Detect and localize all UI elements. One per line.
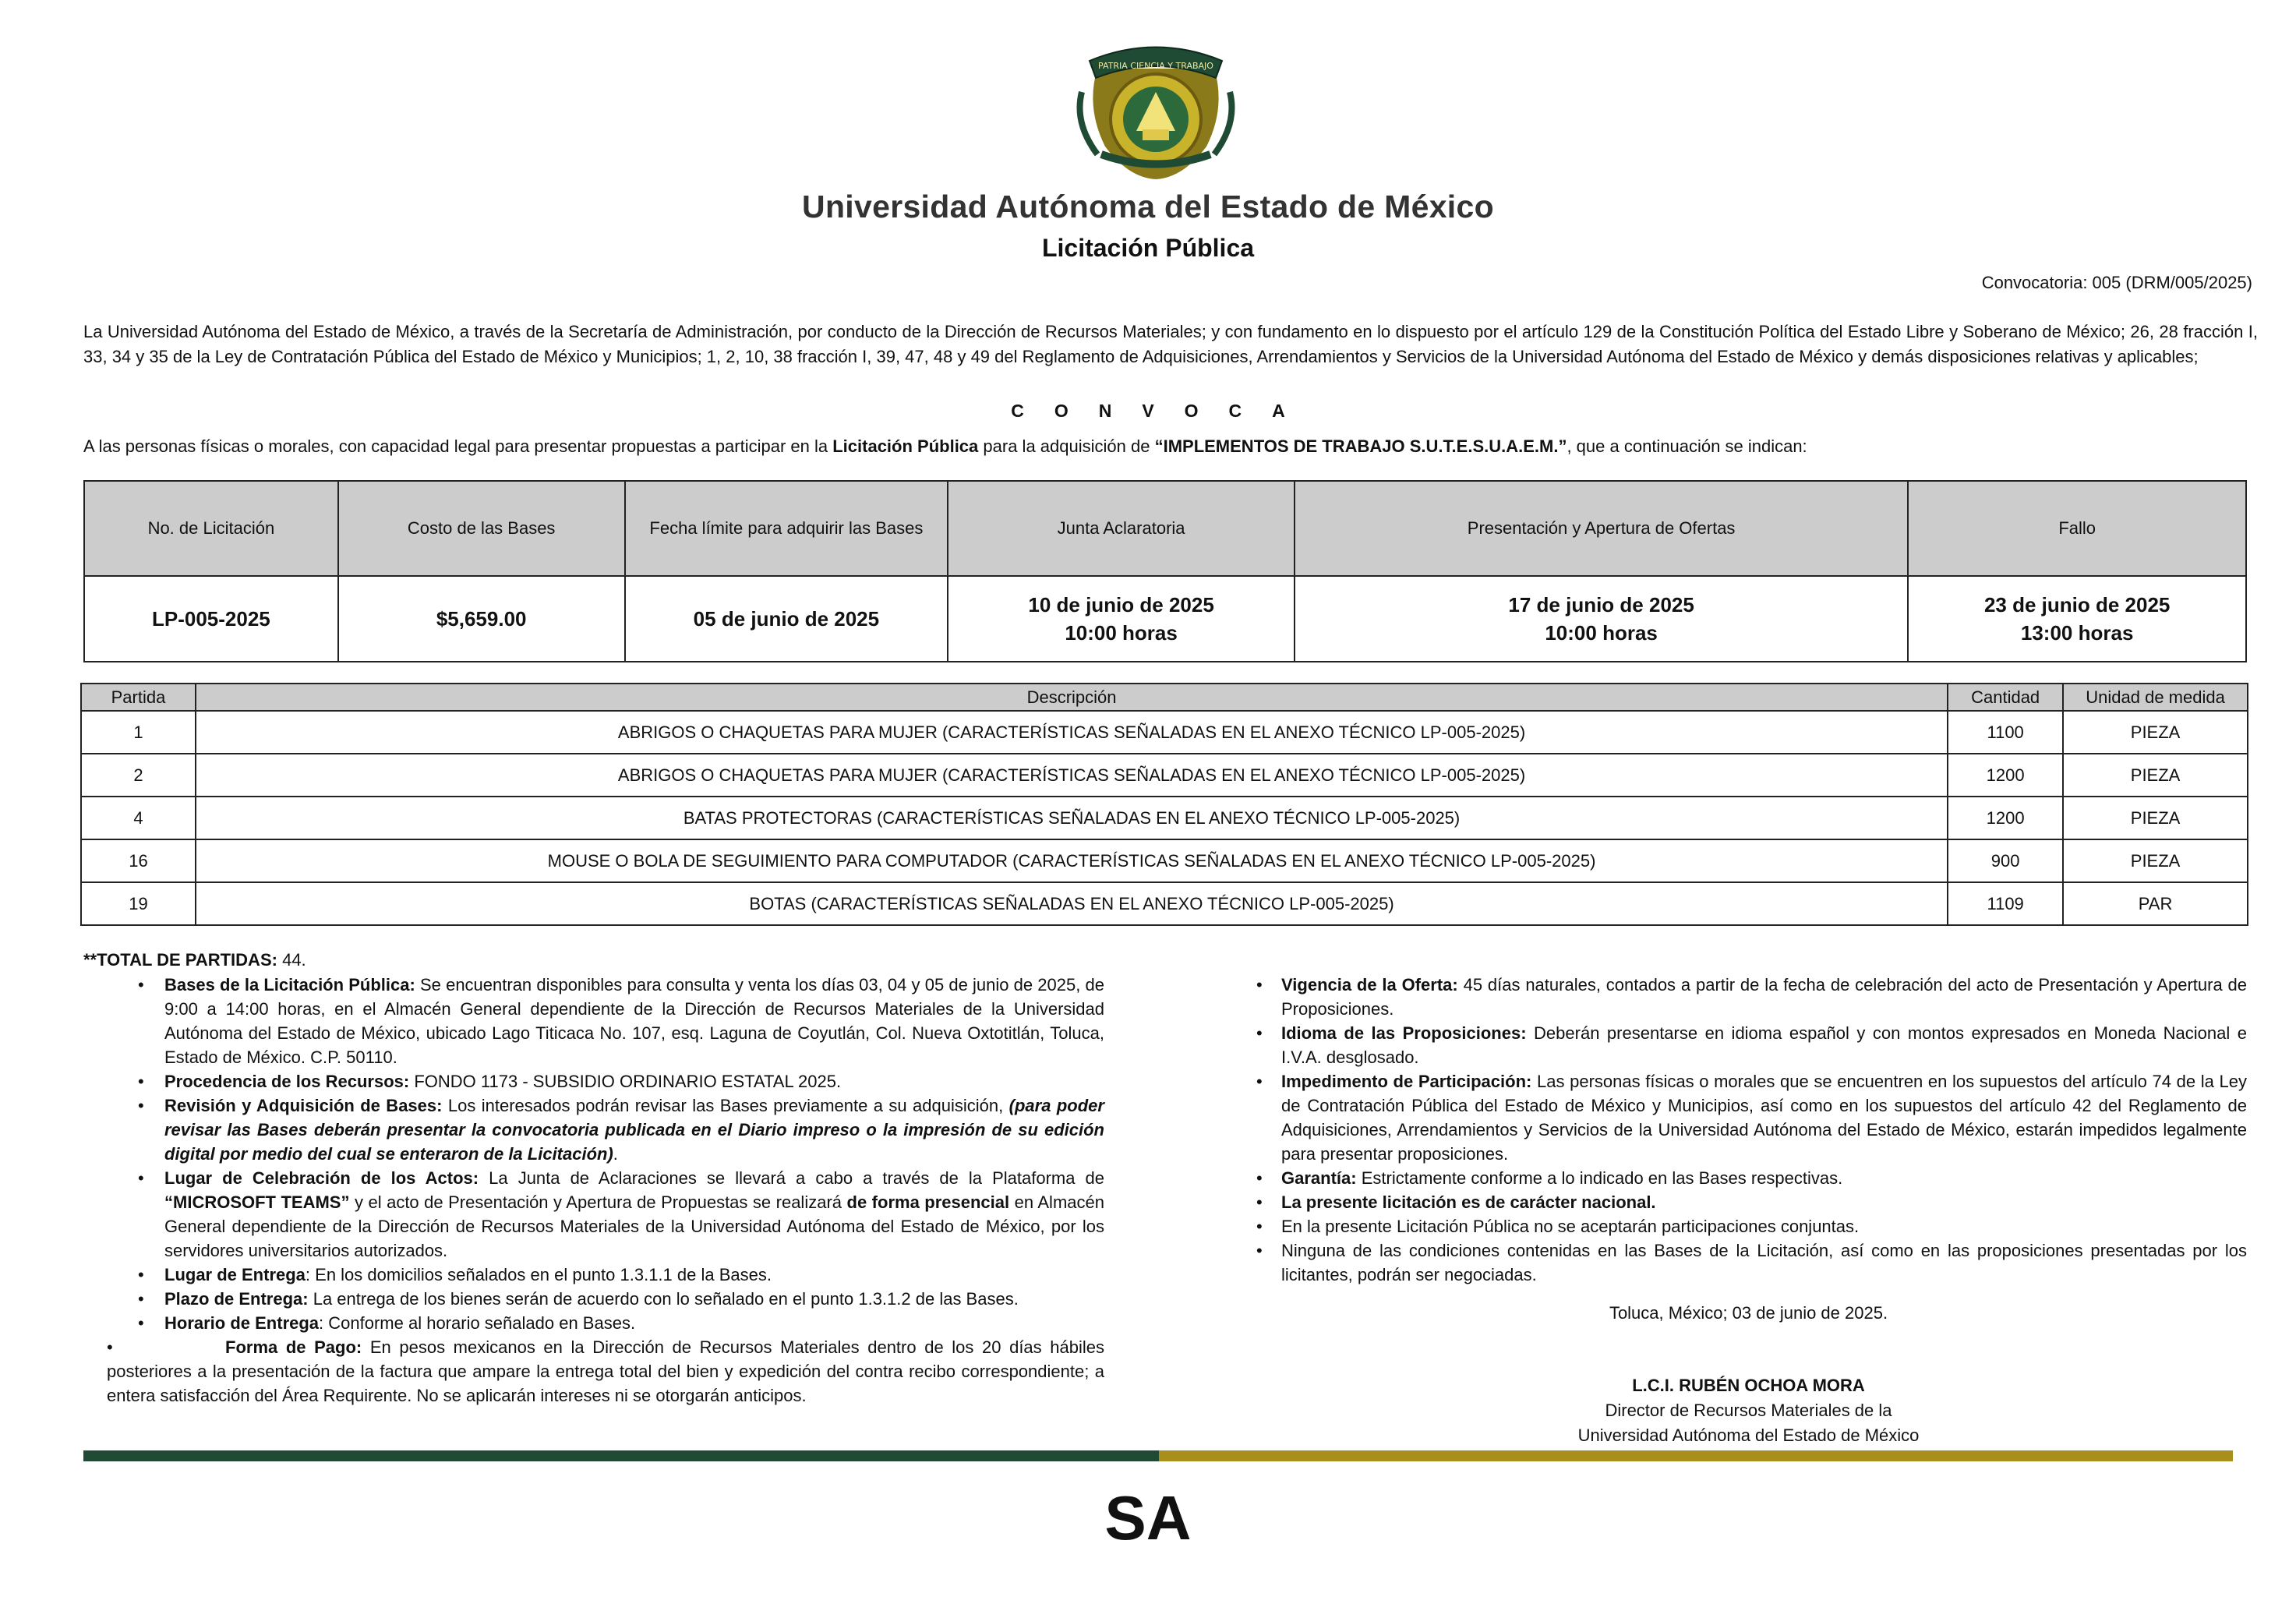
schedule-header: Junta Aclaratoria xyxy=(948,481,1295,576)
schedule-header: Costo de las Bases xyxy=(338,481,625,576)
list-item xyxy=(1250,973,2247,1021)
list-item xyxy=(83,1311,1104,1335)
revision-text: Los interesados podrán revisar las Bases previamente a su adquisición, xyxy=(447,1096,1004,1115)
pago-label: Forma de Pago: xyxy=(225,1337,362,1357)
schedule-table xyxy=(83,480,2247,662)
list-item xyxy=(83,1263,1104,1287)
table-row xyxy=(81,797,2248,839)
date-place: Toluca, México; 03 de junio de 2025. xyxy=(1609,1303,1888,1323)
lugar-entrega-label: Lugar de Entrega xyxy=(164,1265,306,1284)
conjuntas-text: En la presente Licitación Pública no se aceptarán participaciones conjuntas. xyxy=(1281,1217,1860,1236)
horario-label: Horario de Entrega xyxy=(164,1313,320,1333)
university-seal-logo xyxy=(1074,37,1238,185)
negociacion-text: Ninguna de las condiciones contenidas en las Bases de la Licitación, así como en las proposiciones presentadas por los licitantes, podrán ser negociadas. xyxy=(1281,1241,2247,1284)
unidad: PIEZA xyxy=(2063,797,2248,839)
garantia-label: Garantía: xyxy=(1281,1168,1357,1188)
schedule-header-row xyxy=(84,481,2246,576)
convocatoria-number: Convocatoria: 005 (DRM/005/2025) xyxy=(1981,273,2252,292)
list-item xyxy=(1250,1238,2247,1287)
invite-text-2: para la adquisición de xyxy=(983,436,1150,456)
signer-institution: Universidad Autónoma del Estado de México xyxy=(1577,1426,1920,1445)
plazo-label: Plazo de Entrega: xyxy=(164,1289,309,1309)
invite-text-1: A las personas físicas o morales, con capacidad legal para presentar propuestas a participar en la xyxy=(83,436,828,456)
procedencia-label: Procedencia de los Recursos: xyxy=(164,1072,410,1091)
table-row xyxy=(81,754,2248,797)
list-item xyxy=(83,973,1104,1069)
descripcion: BATAS PROTECTORAS (CARACTERÍSTICAS SEÑALADAS EN EL ANEXO TÉCNICO LP-005-2025) xyxy=(196,797,1948,839)
convoca-heading: CONVOCA xyxy=(1011,401,1316,421)
list-item xyxy=(1250,1166,2247,1190)
revision-italic: (para poder revisar las Bases deberán presentar la convocatoria publicada en el Diario impreso o la impresión de su edición digital por medio del cual se enteraron de la Licitación) xyxy=(164,1096,1104,1164)
items-header: Partida xyxy=(81,684,196,711)
lugar-actos-bold-1: “MICROSOFT TEAMS” xyxy=(164,1192,350,1212)
lugar-actos-label: Lugar de Celebración de los Actos: xyxy=(164,1168,479,1188)
list-item xyxy=(83,1093,1104,1166)
revision-label: Revisión y Adquisición de Bases: xyxy=(164,1096,443,1115)
apertura-time: 10:00 horas xyxy=(1545,621,1658,645)
lugar-entrega-text: : En los domicilios señalados en el punto 1.3.1.1 de la Bases. xyxy=(305,1265,772,1284)
junta-time: 10:00 horas xyxy=(1065,621,1178,645)
invite-bold-1: Licitación Pública xyxy=(832,436,979,456)
descripcion: ABRIGOS O CHAQUETAS PARA MUJER (CARACTERÍSTICAS SEÑALADAS EN EL ANEXO TÉCNICO LP-005-2025) xyxy=(196,754,1948,797)
cantidad: 1200 xyxy=(1948,754,2063,797)
left-conditions xyxy=(83,973,1104,1408)
descripcion: BOTAS (CARACTERÍSTICAS SEÑALADAS EN EL ANEXO TÉCNICO LP-005-2025) xyxy=(196,882,1948,925)
list-item xyxy=(83,1069,1104,1093)
licitacion-number: LP-005-2025 xyxy=(84,576,338,662)
signer-name: L.C.I. RUBÉN OCHOA MORA xyxy=(1632,1376,1865,1395)
invite-paragraph xyxy=(83,434,2258,459)
fallo-date: 23 de junio de 2025 xyxy=(1983,593,2171,616)
cantidad: 900 xyxy=(1948,839,2063,882)
vigencia-text: 45 días naturales, contados a partir de la fecha de celebración del acto de Presentación y Apertura de Proposiciones. xyxy=(1281,975,2247,1019)
impedimento-label: Impedimento de Participación: xyxy=(1281,1072,1532,1091)
table-row xyxy=(81,882,2248,925)
total-value: 44. xyxy=(282,950,306,970)
junta-date: 10 de junio de 2025 xyxy=(1028,593,1214,616)
institution-name: Universidad Autónoma del Estado de México xyxy=(802,189,1494,224)
lugar-actos-text-2: y el acto de Presentación y Apertura de Propuestas se realizará xyxy=(354,1192,842,1212)
procedencia-text: FONDO 1173 - SUBSIDIO ORDINARIO ESTATAL 2025. xyxy=(414,1072,842,1091)
descripcion: ABRIGOS O CHAQUETAS PARA MUJER (CARACTERÍSTICAS SEÑALADAS EN EL ANEXO TÉCNICO LP-005-2025) xyxy=(196,711,1948,754)
bases-text: Se encuentran disponibles para consulta y venta los días 03, 04 y 05 de junio de 2025, de 9:00 a 14:00 horas, en el Almacén General dependiente de la Dirección de Recursos Materiales de la Universidad Autónoma del Estado de México, ubicado Lago Titicaca No. 107, esq. Laguna de Coyutlán, Col. Nueva Oxtotitlán, Toluca, Estado de México. C.P. 50110. xyxy=(164,975,1104,1067)
cantidad: 1109 xyxy=(1948,882,2063,925)
bases-cost: $5,659.00 xyxy=(338,576,625,662)
items-table xyxy=(80,683,2248,926)
right-conditions xyxy=(1250,973,2247,1287)
schedule-header: Fallo xyxy=(1908,481,2246,576)
unidad: PAR xyxy=(2063,882,2248,925)
intro-paragraph: La Universidad Autónoma del Estado de México, a través de la Secretaría de Administración, por conducto de la Dirección de Recursos Materiales; y con fundamento en lo dispuesto por el artículo 129 de la Constitución Política del Estado Libre y Soberano de México; 26, 28 fracción I, 33, 34 y 35 de la Ley de Contratación Pública del Estado de México y Municipios; 1, 2, 10, 38 fracción I, 39, 47, 48 y 49 del Reglamento de Adquisiciones, Arrendamientos y Servicios de la Universidad Autónoma del Estado de México y demás disposiciones relativas y aplicables; xyxy=(83,322,2258,366)
items-header-row xyxy=(81,684,2248,711)
cantidad: 1200 xyxy=(1948,797,2063,839)
impedimento-text: Las personas físicas o morales que se encuentren en los supuestos del artículo 74 de la Ley de Contratación Pública del Estado de México y Municipios, así como en los supuestos del artículo 42 del Reglamento de Adquisiciones, Arrendamientos y Servicios de la Universidad Autónoma del Estado de México, estarán impedidos legalmente para presentar proposiciones. xyxy=(1281,1072,2247,1164)
partida: 2 xyxy=(81,754,196,797)
partida: 4 xyxy=(81,797,196,839)
idioma-text: Deberán presentarse en idioma español y con montos expresados en Moneda Nacional e I.V.A. desglosado. xyxy=(1281,1023,2247,1067)
bullet-icon: • xyxy=(107,1337,113,1357)
plazo-text: La entrega de los bienes serán de acuerdo con lo señalado en el punto 1.3.1.2 de las Bases. xyxy=(313,1289,1019,1309)
unidad: PIEZA xyxy=(2063,711,2248,754)
unidad: PIEZA xyxy=(2063,839,2248,882)
invite-bold-2: “IMPLEMENTOS DE TRABAJO S.U.T.E.S.U.A.E.M.” xyxy=(1154,436,1567,456)
horario-text: : Conforme al horario señalado en Bases. xyxy=(319,1313,636,1333)
forma-pago xyxy=(83,1335,1104,1408)
lugar-actos-text-3: en Almacén General dependiente de la Dirección de Recursos Materiales de la Universidad Autónoma del Estado de México, por los servidores universitarios autorizados. xyxy=(164,1192,1104,1260)
total-label: **TOTAL DE PARTIDAS: xyxy=(83,950,277,970)
schedule-header: Presentación y Apertura de Ofertas xyxy=(1295,481,1908,576)
fallo-time: 13:00 horas xyxy=(2020,621,2134,645)
items-header: Unidad de medida xyxy=(2063,684,2248,711)
schedule-values-row xyxy=(84,576,2246,662)
list-item xyxy=(1250,1190,2247,1214)
items-header: Cantidad xyxy=(1948,684,2063,711)
footer-mark: SA xyxy=(1104,1483,1192,1553)
schedule-header: No. de Licitación xyxy=(84,481,338,576)
bases-label: Bases de la Licitación Pública: xyxy=(164,975,415,995)
logo-motto: PATRIA CIENCIA Y TRABAJO xyxy=(1098,61,1213,71)
footer-bar-gold xyxy=(1159,1450,2233,1461)
lugar-actos-text-1: La Junta de Aclaraciones se llevará a cabo a través de la Plataforma de xyxy=(489,1168,1104,1188)
schedule-header: Fecha límite para adquirir las Bases xyxy=(625,481,948,576)
list-item xyxy=(1250,1021,2247,1069)
table-row xyxy=(81,711,2248,754)
presentacion-apertura xyxy=(1295,576,1908,662)
idioma-label: Idioma de las Proposiciones: xyxy=(1281,1023,1527,1043)
invite-text-3: , que a continuación se indican: xyxy=(1567,436,1807,456)
list-item xyxy=(83,1166,1104,1263)
fallo xyxy=(1908,576,2246,662)
partida: 1 xyxy=(81,711,196,754)
document-title: Licitación Pública xyxy=(1041,234,1255,262)
partida: 16 xyxy=(81,839,196,882)
partida: 19 xyxy=(81,882,196,925)
garantia-text: Estrictamente conforme a lo indicado en las Bases respectivas. xyxy=(1361,1168,1843,1188)
pago-text: En pesos mexicanos en la Dirección de Recursos Materiales dentro de los 20 días hábiles posteriores a la presentación de la factura que ampare la entrega total del bien y expedición del contra recibo correspondiente; a entera satisfacción del Área Requirente. No se aplicarán intereses ni se otorgarán anticipos. xyxy=(107,1337,1104,1405)
items-header: Descripción xyxy=(196,684,1948,711)
list-item xyxy=(1250,1069,2247,1166)
vigencia-label: Vigencia de la Oferta: xyxy=(1281,975,1458,995)
apertura-date: 17 de junio de 2025 xyxy=(1508,593,1694,616)
junta-aclaratoria xyxy=(948,576,1295,662)
footer-bar-green xyxy=(83,1450,1159,1461)
table-row xyxy=(81,839,2248,882)
revision-end: . xyxy=(613,1144,618,1164)
signer-title: Director de Recursos Materiales de la xyxy=(1605,1401,1892,1420)
lugar-actos-bold-2: de forma presencial xyxy=(846,1192,1010,1212)
nacional-text: La presente licitación es de carácter nacional. xyxy=(1281,1192,1656,1212)
total-partidas xyxy=(83,950,306,970)
list-item xyxy=(83,1287,1104,1311)
descripcion: MOUSE O BOLA DE SEGUIMIENTO PARA COMPUTADOR (CARACTERÍSTICAS SEÑALADAS EN EL ANEXO TÉCNICO LP-005-2025) xyxy=(196,839,1948,882)
signature-block xyxy=(1250,1373,2247,1448)
unidad: PIEZA xyxy=(2063,754,2248,797)
list-item xyxy=(1250,1214,2247,1238)
cantidad: 1100 xyxy=(1948,711,2063,754)
bases-deadline: 05 de junio de 2025 xyxy=(625,576,948,662)
